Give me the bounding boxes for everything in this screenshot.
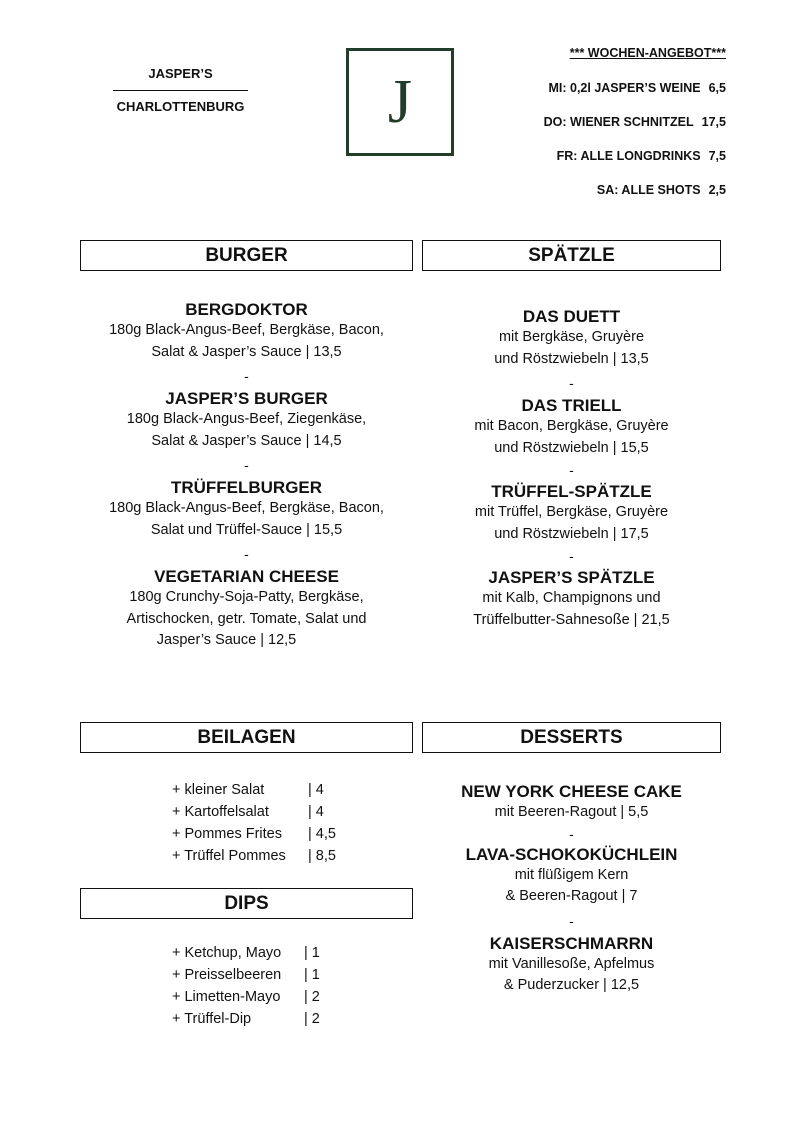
- item-name: + Limetten-Mayo: [172, 989, 281, 1005]
- spaetzle-list: [422, 306, 721, 631]
- item-price: | 2: [304, 1011, 320, 1027]
- item-title: JASPER’S SPÄTZLE: [488, 568, 655, 587]
- burger-list: [80, 299, 413, 652]
- menu-item: [80, 566, 413, 652]
- menu-item: [422, 567, 721, 631]
- item-price: | 4: [308, 782, 324, 798]
- menu-item: [422, 395, 721, 459]
- item-title: VEGETARIAN CHEESE: [154, 567, 339, 586]
- item-desc: & Beeren-Ragout | 7: [505, 888, 638, 904]
- beilagen-header: BEILAGEN: [80, 722, 413, 753]
- item-name: + Preisselbeeren: [172, 967, 282, 983]
- item-price: | 1: [304, 967, 320, 983]
- item-desc: & Puderzucker | 12,5: [503, 977, 640, 993]
- item-price: | 4: [308, 804, 324, 820]
- item-name: + Kartoffelsalat: [172, 804, 269, 820]
- item-desc: Salat und Trüffel-Sauce | 15,5: [150, 521, 343, 538]
- item-price: | 8,5: [308, 848, 336, 864]
- offer-label: FR: ALLE LONGDRINKS: [556, 149, 701, 163]
- offer-row: [426, 149, 726, 163]
- weekly-offers-title: *** WOCHEN-ANGEBOT***: [569, 46, 726, 60]
- item-desc: mit Trüffel, Bergkäse, Gruyère: [474, 504, 669, 520]
- menu-item: [422, 481, 721, 545]
- weekly-offers: [426, 46, 726, 217]
- item-title: TRÜFFELBURGER: [170, 478, 323, 497]
- item-desc: Jasper’s Sauce | 12,5: [156, 632, 297, 648]
- menu-item: [80, 477, 413, 541]
- brand-name: JASPER’S: [148, 66, 213, 81]
- item-name: + kleiner Salat: [172, 782, 265, 798]
- item-desc: 180g Black-Angus-Beef, Ziegenkäse,: [126, 411, 367, 427]
- list-item: [172, 1008, 372, 1030]
- separator: -: [569, 825, 574, 842]
- item-desc: und Röstzwiebeln | 13,5: [494, 350, 649, 367]
- offer-row: [426, 81, 726, 95]
- item-desc: mit Vanillesoße, Apfelmus: [488, 955, 655, 972]
- offer-label: SA: ALLE SHOTS: [596, 183, 701, 197]
- brand-location: CHARLOTTENBURG: [116, 99, 245, 114]
- menu-item: [422, 306, 721, 370]
- item-price: | 1: [304, 945, 320, 961]
- list-item: [172, 801, 372, 823]
- offer-price: 2,5: [708, 183, 726, 197]
- burger-header: BURGER: [80, 240, 413, 271]
- desserts-list: [422, 781, 721, 997]
- item-title: BERGDOKTOR: [185, 300, 308, 319]
- item-name: + Pommes Frites: [172, 826, 282, 842]
- separator: -: [569, 375, 574, 391]
- item-price: | 4,5: [308, 826, 336, 842]
- logo-letter: J: [387, 68, 413, 136]
- item-title: LAVA-SCHOKOKÜCHLEIN: [465, 844, 678, 864]
- separator: -: [569, 548, 574, 564]
- menu-item: [422, 781, 721, 824]
- offer-row: [426, 115, 726, 129]
- separator: -: [569, 462, 574, 478]
- item-desc: mit Beeren-Ragout | 5,5: [494, 804, 649, 820]
- item-title: DAS TRIELL: [521, 396, 622, 415]
- separator: -: [244, 457, 249, 473]
- brand-divider: [113, 90, 248, 91]
- list-item: [172, 823, 372, 845]
- item-desc: und Röstzwiebeln | 17,5: [494, 525, 649, 542]
- item-desc: 180g Crunchy-Soja-Patty, Bergkäse,: [129, 589, 364, 605]
- separator: -: [569, 912, 574, 929]
- item-name: + Trüffel Pommes: [172, 848, 286, 864]
- separator: -: [244, 546, 249, 562]
- item-desc: mit Bergkäse, Gruyère: [498, 329, 645, 345]
- item-name: + Trüffel-Dip: [172, 1011, 252, 1027]
- offer-row: [426, 183, 726, 197]
- item-desc: Artischocken, getr. Tomate, Salat und: [126, 610, 367, 627]
- offer-price: 6,5: [708, 81, 726, 95]
- item-title: DAS DUETT: [522, 307, 621, 326]
- list-item: [172, 779, 372, 801]
- offer-label: DO: WIENER SCHNITZEL: [543, 115, 694, 129]
- beilagen-list: [172, 779, 372, 867]
- item-desc: und Röstzwiebeln | 15,5: [494, 439, 649, 456]
- brand-block: [113, 66, 248, 114]
- menu-item: [80, 388, 413, 452]
- spaetzle-header: SPÄTZLE: [422, 240, 721, 271]
- item-desc: 180g Black-Angus-Beef, Bergkäse, Bacon,: [109, 322, 384, 338]
- item-title: TRÜFFEL-SPÄTZLE: [491, 482, 652, 501]
- offer-label: MI: 0,2l JASPER’S WEINE: [548, 81, 701, 95]
- menu-item: [80, 299, 413, 363]
- list-item: [172, 845, 372, 867]
- item-desc: Trüffelbutter-Sahnesoße | 21,5: [473, 611, 670, 628]
- dips-list: [172, 942, 372, 1030]
- offer-price: 17,5: [701, 115, 726, 129]
- list-item: [172, 942, 372, 964]
- separator: -: [244, 368, 249, 384]
- menu-item: [422, 844, 721, 908]
- item-price: | 2: [304, 989, 320, 1005]
- item-name: + Ketchup, Mayo: [172, 945, 282, 961]
- item-desc: Salat & Jasper’s Sauce | 14,5: [151, 432, 342, 449]
- item-desc: mit Kalb, Champignons und: [482, 590, 661, 606]
- list-item: [172, 964, 372, 986]
- desserts-header: DESSERTS: [422, 722, 721, 753]
- item-title: KAISERSCHMARRN: [489, 933, 654, 953]
- item-title: NEW YORK CHEESE CAKE: [461, 782, 682, 801]
- item-desc: mit Bacon, Bergkäse, Gruyère: [474, 418, 669, 434]
- dips-header: DIPS: [80, 888, 413, 919]
- item-desc: Salat & Jasper’s Sauce | 13,5: [151, 343, 342, 360]
- menu-item: [422, 933, 721, 997]
- item-desc: mit flüßigem Kern: [514, 866, 629, 883]
- offer-price: 7,5: [708, 149, 726, 163]
- item-desc: 180g Black-Angus-Beef, Bergkäse, Bacon,: [109, 500, 384, 516]
- item-title: JASPER’S BURGER: [165, 389, 328, 408]
- list-item: [172, 986, 372, 1008]
